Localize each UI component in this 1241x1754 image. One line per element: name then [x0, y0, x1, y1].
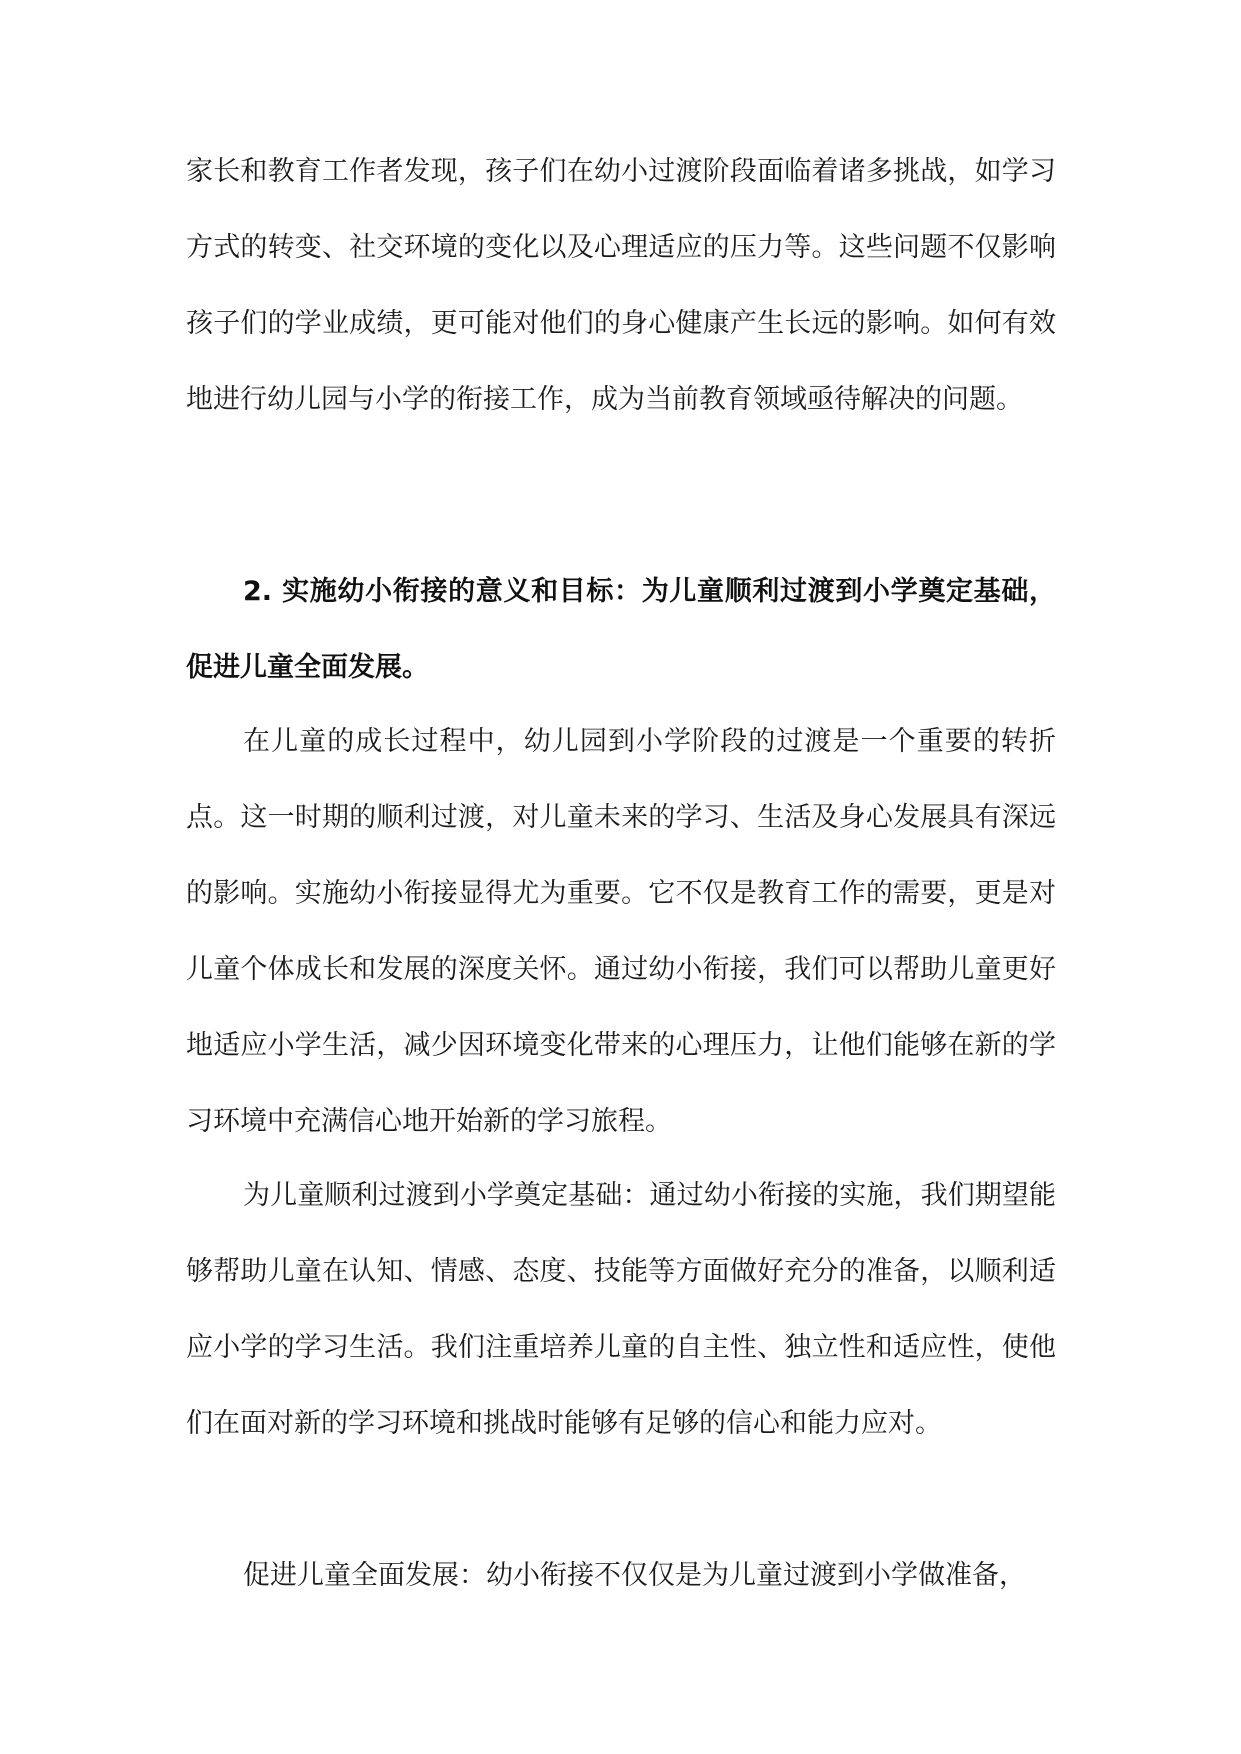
body-paragraph: 促进儿童全面发展：幼小衔接不仅仅是为儿童过渡到小学做准备，	[243, 1560, 1026, 1591]
body-paragraph: 为儿童顺利过渡到小学奠定基础：通过幼小衔接的实施，我们期望能够帮助儿童在认知、情感、态度、技能等方面做好充分的准备，以顺利适应小学的学习生活。我们注重培养儿童的自主性、独立性和适应性，使他们在面对新的学习环境和挑战时能够有足够的信心和能力应对。	[186, 1180, 1056, 1439]
section-heading: 2. 实施幼小衔接的意义和目标：为儿童顺利过渡到小学奠定基础，促进儿童全面发展。	[186, 576, 1056, 683]
body-paragraph: 家长和教育工作者发现，孩子们在幼小过渡阶段面临着诸多挑战，如学习方式的转变、社交环境的变化以及心理适应的压力等。这些问题不仅影响孩子们的学业成绩，更可能对他们的身心健康产生长远的影响。如何有效地进行幼儿园与小学的衔接工作，成为当前教育领域亟待解决的问题。	[186, 156, 1056, 415]
body-paragraph: 在儿童的成长过程中，幼儿园到小学阶段的过渡是一个重要的转折点。这一时期的顺利过渡，对儿童未来的学习、生活及身心发展具有深远的影响。实施幼小衔接显得尤为重要。它不仅是教育工作的需要，更是对儿童个体成长和发展的深度关怀。通过幼小衔接，我们可以帮助儿童更好地适应小学生活，减少因环境变化带来的心理压力，让他们能够在新的学习环境中充满信心地开始新的学习旅程。	[186, 726, 1056, 1137]
